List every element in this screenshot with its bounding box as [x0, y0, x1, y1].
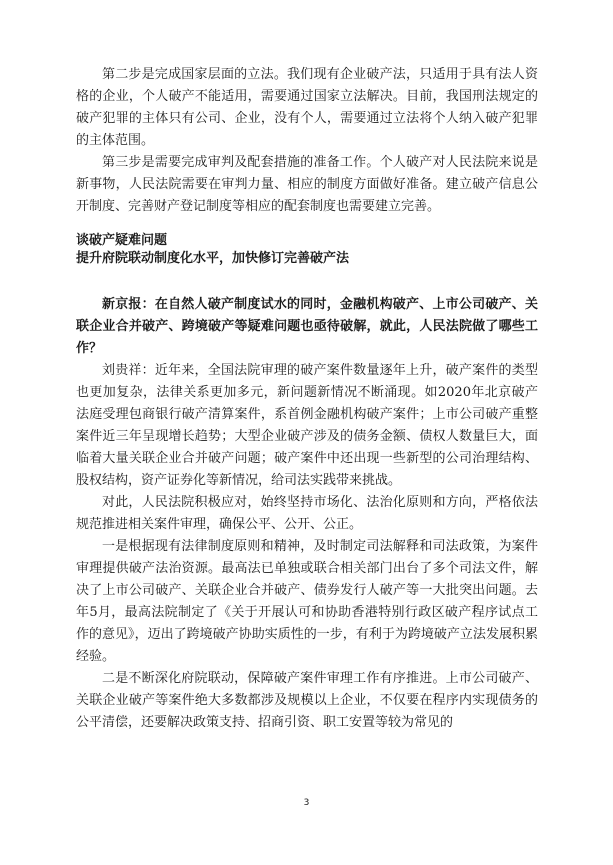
paragraph-response: 对此，人民法院积极应对，始终坚持市场化、法治化原则和方向，严格依法规范推进相关案件审理，确保公平、公开、公正。: [76, 495, 538, 532]
paragraph-step-two: 第二步是完成国家层面的立法。我们现有企业破产法，只适用于具有法人资格的企业，个人破产不能适用，需要通过国家立法解决。目前，我国刑法规定的破产犯罪的主体只有公司、企业，没有个人，需要通过立法将个人纳入破产犯罪的主体范围。: [76, 67, 538, 148]
page-content: [76, 64, 538, 734]
paragraph-point-one: 一是根据现有法律制度原则和精神，及时制定司法解释和司法政策，为案件审理提供破产法治资源。最高法已单独或联合相关部门出台了多个司法文件，解决了上市公司破产、关联企业合并破产、债券发行人破产等一大批突出问题。去年5月，最高法院制定了《关于开展认可和协助香港特别行政区破产程序试点工作的意见》，迈出了跨境破产协助实质性的一步，有利于为跨境破产立法发展积累经验。: [76, 539, 538, 664]
section-subheading: 提升府院联动制度化水平，加快修订完善破产法: [76, 251, 350, 266]
paragraph-answer-intro: 刘贵祥：近年来，全国法院审理的破产案件数量逐年上升，破产案件的类型也更加复杂，法律关系更加多元，新问题新情况不断涌现。如2020年北京破产法庭受理包商银行破产清算案件，系首例金融机构破产案件；上市公司破产重整案件近三年呈现增长趋势；大型企业破产涉及的债务金额、债权人数量巨大，面临着大量关联企业合并破产问题；破产案件中还出现一些新型的公司治理结构、股权结构，资产证券化等新情况，给司法实践带来挑战。: [76, 363, 538, 488]
page-number: 3: [303, 798, 310, 808]
section-heading: 谈破产疑难问题: [76, 233, 168, 248]
interview-question: 新京报：在自然人破产制度试水的同时，金融机构破产、上市公司破产、关联企业合并破产、跨境破产等疑难问题也亟待破解，就此，人民法院做了哪些工作？: [76, 297, 538, 356]
paragraph-point-two: 二是不断深化府院联动，保障破产案件审理工作有序推进。上市公司破产、关联企业破产等案件绝大多数都涉及规模以上企业，不仅要在程序内实现债务的公平清偿，还要解决政策支持、招商引资、职工安置等较为常见的: [76, 671, 538, 730]
paragraph-step-three: 第三步是需要完成审判及配套措施的准备工作。个人破产对人民法院来说是新事物，人民法院需要在审判力量、相应的制度方面做好准备。建立破产信息公开制度、完善财产登记制度等相应的配套制度也需要建立完善。: [76, 155, 538, 214]
